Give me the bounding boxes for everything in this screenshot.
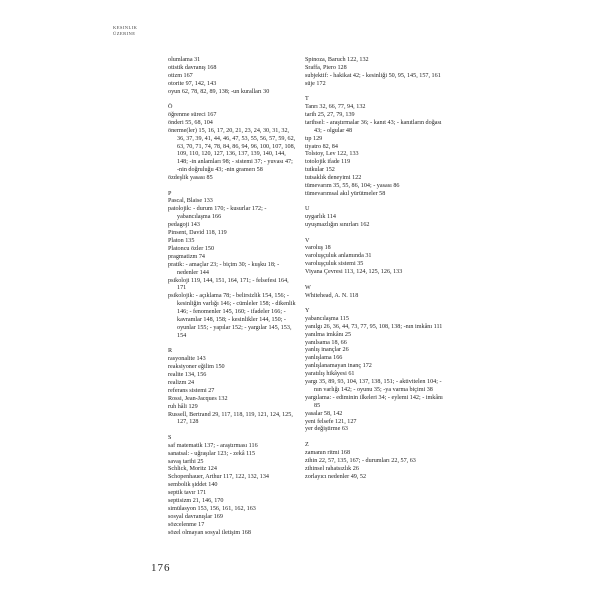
- index-entry: saf matematik 137; - araştırması 116: [168, 442, 258, 449]
- index-entry: yanılma imkânı 25: [305, 331, 352, 338]
- index-entry: Platoncu özler 150: [168, 245, 215, 252]
- header-line-2: ÜZERINE: [113, 30, 136, 36]
- index-section-letter: P: [168, 190, 172, 197]
- index-entry: psikoloji 119, 144, 151, 164, 171; - felsefesi 164, 171: [168, 277, 289, 292]
- index-entry: pratik: - amaçlar 23; - biçim 30; - kuşku 18; - nedenler 144: [168, 261, 280, 276]
- index-entry: yanılsama 18, 66: [305, 339, 347, 346]
- index-entry: tarihsel: - araştırmalar 36; - kanıt 43; - kanıtların doğası 43; - olgular 48: [305, 119, 442, 134]
- index-entry: öğrenme süreci 167: [168, 111, 217, 118]
- index-entry: yargılama: - ediminin ilkeleri 34; - eylemi 142; - imkânı 85: [305, 394, 443, 409]
- index-entry: pedagoji 143: [168, 222, 200, 229]
- index-entry: septisizm 21, 146, 170: [168, 498, 224, 505]
- index-entry: süje 172: [305, 80, 326, 87]
- index-entry: tıp 129: [305, 135, 323, 142]
- index-entry: önderi 55, 68, 104: [168, 119, 213, 126]
- index-entry: sosyal davranışlar 169: [168, 513, 223, 520]
- index-entry: varoluşçuluk sistemi 35: [305, 261, 364, 268]
- index-entry: ruh hâli 129: [168, 403, 198, 410]
- index-entry: yasalar 58, 142: [305, 410, 343, 417]
- index-entry: otizm 167: [168, 72, 193, 79]
- index-entry: sözel olmayan sosyal iletişim 168: [168, 529, 251, 536]
- index-section-letter: Z: [305, 441, 309, 448]
- index-section-letter: U: [305, 206, 310, 213]
- index-entry: yargı 35, 89, 93, 104, 137, 138, 151; - aktivitelen 104; -nın varlığı 142; - oyunu 35; -ya varma biçimi 38: [305, 379, 442, 393]
- index-entry: varoluşçuluk anlamında 31: [305, 253, 372, 260]
- index-entry: Schopenhauer, Arthur 117, 122, 132, 134: [168, 474, 270, 481]
- index-entry: realite 134, 156: [168, 371, 207, 378]
- index-entry: sözcelenme 17: [168, 521, 205, 528]
- index-entry: referans sistemi 27: [168, 387, 215, 394]
- index-entry: zorlayıcı nedenler 49, 52: [305, 473, 367, 480]
- index-section-letter: V: [305, 237, 310, 244]
- index-entry: tarih 25, 27, 79, 139: [305, 111, 355, 118]
- index-entry: septik tavır 171: [168, 490, 207, 497]
- index-entry: reaksiyoner eğilim 150: [168, 364, 225, 371]
- index-section-letter: W: [305, 284, 311, 291]
- index-entry: realizm 24: [168, 379, 195, 386]
- index-entry: otorite 97, 142, 143: [168, 80, 217, 87]
- index-entry: tutsaklık deneyimi 122: [305, 175, 362, 182]
- index-entry: uyuşmazlığın sınırları 162: [305, 222, 370, 229]
- index-entry: Platon 135: [168, 238, 195, 244]
- index-entry: Rossi, Jean-Jacques 132: [168, 395, 228, 402]
- index-entry: zihin 22, 57, 135, 167; - durumları 22, 57, 63: [305, 457, 416, 464]
- index-entry: Russell, Bertrand 29, 117, 118, 119, 121, 124, 125, 127, 128: [168, 411, 293, 426]
- page-number: 176: [151, 562, 171, 574]
- index-entry: psikolojik: - açıklama 78; - belirsizlik 154, 156; - kesinliğin varlığı 146; - cümleler 158; - dikenlik 146; - fenomenler 145, 160; - ifadeler 166; - kavramlar 148, 158; - kesinlikler 144, 150; -oyunlar 155; - yapılar 152; - yargılar 145, 153, 154: [168, 293, 296, 339]
- index-entry: simülasyon 153, 156, 161, 162, 163: [168, 505, 256, 512]
- index-section-letter: Ö: [168, 104, 173, 111]
- index-entry: tümevarımsal akıl yürütmeler 58: [305, 190, 386, 197]
- index-section-letter: R: [168, 348, 173, 355]
- index-entry: tutkular 152: [305, 167, 335, 174]
- index-entry: oyun 62, 78, 82, 89, 138; -un kuralları 30: [168, 88, 270, 95]
- index-entry: uygarlık 114: [305, 214, 336, 221]
- index-entry: olumlama 31: [168, 57, 201, 63]
- index-entry: yanlışlanamayan inanç 172: [305, 363, 372, 370]
- index-entry: yer değiştirme 63: [305, 426, 348, 433]
- index-entry: yaratılış hikâyesi 61: [305, 371, 355, 378]
- index-entry: zamanın ritmi 168: [305, 449, 351, 456]
- index-entry: Sraffa, Piero 128: [305, 64, 347, 71]
- index-entry: Schlick, Moritz 124: [168, 466, 217, 473]
- index-entry: yanılgı 26, 36, 44, 73, 77, 95, 108, 138; -nın imkânı 111: [305, 323, 443, 330]
- index-entry: pragmatizm 74: [168, 253, 206, 260]
- index-entry: yanlış inançlar 26: [305, 347, 349, 354]
- index-left-column: [168, 57, 296, 538]
- index-entry: özdeşlik yasası 85: [168, 175, 213, 182]
- index-entry: Tolstoy, Lev 122, 133: [305, 151, 359, 158]
- index-entry: sanatsal: - uğraşılar 123; - zekâ 115: [168, 450, 256, 457]
- index-entry: sembolik şiddet 140: [168, 482, 218, 489]
- index-entry: zihinsel rahatsızlık 26: [305, 465, 359, 472]
- index-entry: Viyana Çevresi 113, 124, 125, 126, 133: [305, 269, 403, 276]
- index-entry: tiyatro 82, 84: [305, 143, 338, 150]
- running-header: [113, 25, 173, 36]
- index-section-letter: T: [305, 96, 309, 103]
- index-section-letter: Y: [305, 307, 310, 314]
- index-entry: savaş tarihi 25: [168, 458, 204, 465]
- index-entry: Whitehead, A. N. 118: [305, 292, 359, 299]
- index-entry: varoluş 18: [305, 245, 331, 252]
- index-entry: Tanrı 32, 66, 77, 94, 132: [305, 104, 366, 111]
- index-right-column: [305, 57, 445, 481]
- index-entry: tümevarım 35, 55, 86, 104; - yasası 86: [305, 183, 400, 190]
- index-entry: Pascal, Blaise 133: [168, 198, 213, 205]
- index-entry: yabancılaşma 115: [305, 315, 349, 322]
- index-section-letter: S: [168, 434, 172, 441]
- index-entry: Pinsent, David 118, 119: [168, 230, 227, 237]
- index-entry: rasyonalite 143: [168, 356, 206, 363]
- index-entry: patolojik: - durum 170; - kusurlar 172; - yabancılaşma 166: [168, 206, 267, 221]
- index-entry: Spinoza, Baruch 122, 132: [305, 57, 369, 63]
- index-entry: otistik davranış 168: [168, 64, 217, 71]
- index-entry: subjektif: - hakikat 42; - kesinliği 50, 95, 145, 157, 161: [305, 72, 441, 79]
- index-entry: yanlışlama 166: [305, 355, 343, 362]
- index-entry: yeni felsefe 121, 127: [305, 418, 357, 425]
- index-entry: totolojik ifade 119: [305, 159, 351, 166]
- index-entry: önerme(ler) 15, 16, 17, 20, 21, 23, 24, 30, 31, 32, 36, 37, 39, 41, 44, 46, 47, 53, 55, 56, 57, 59, 62, 63, 70, 71, 74, 78, 84, 86, 94, 96, 100, 107, 108, 109, 110, 120, 127, 136, 137, 139, 140, 144, 148; -in anlamları 98; - sistemi 37; - yuvası 47; -nin doğruluğu 43; -nin gramerı 58: [168, 127, 296, 174]
- header-line-1: KESINLIK: [113, 25, 138, 30]
